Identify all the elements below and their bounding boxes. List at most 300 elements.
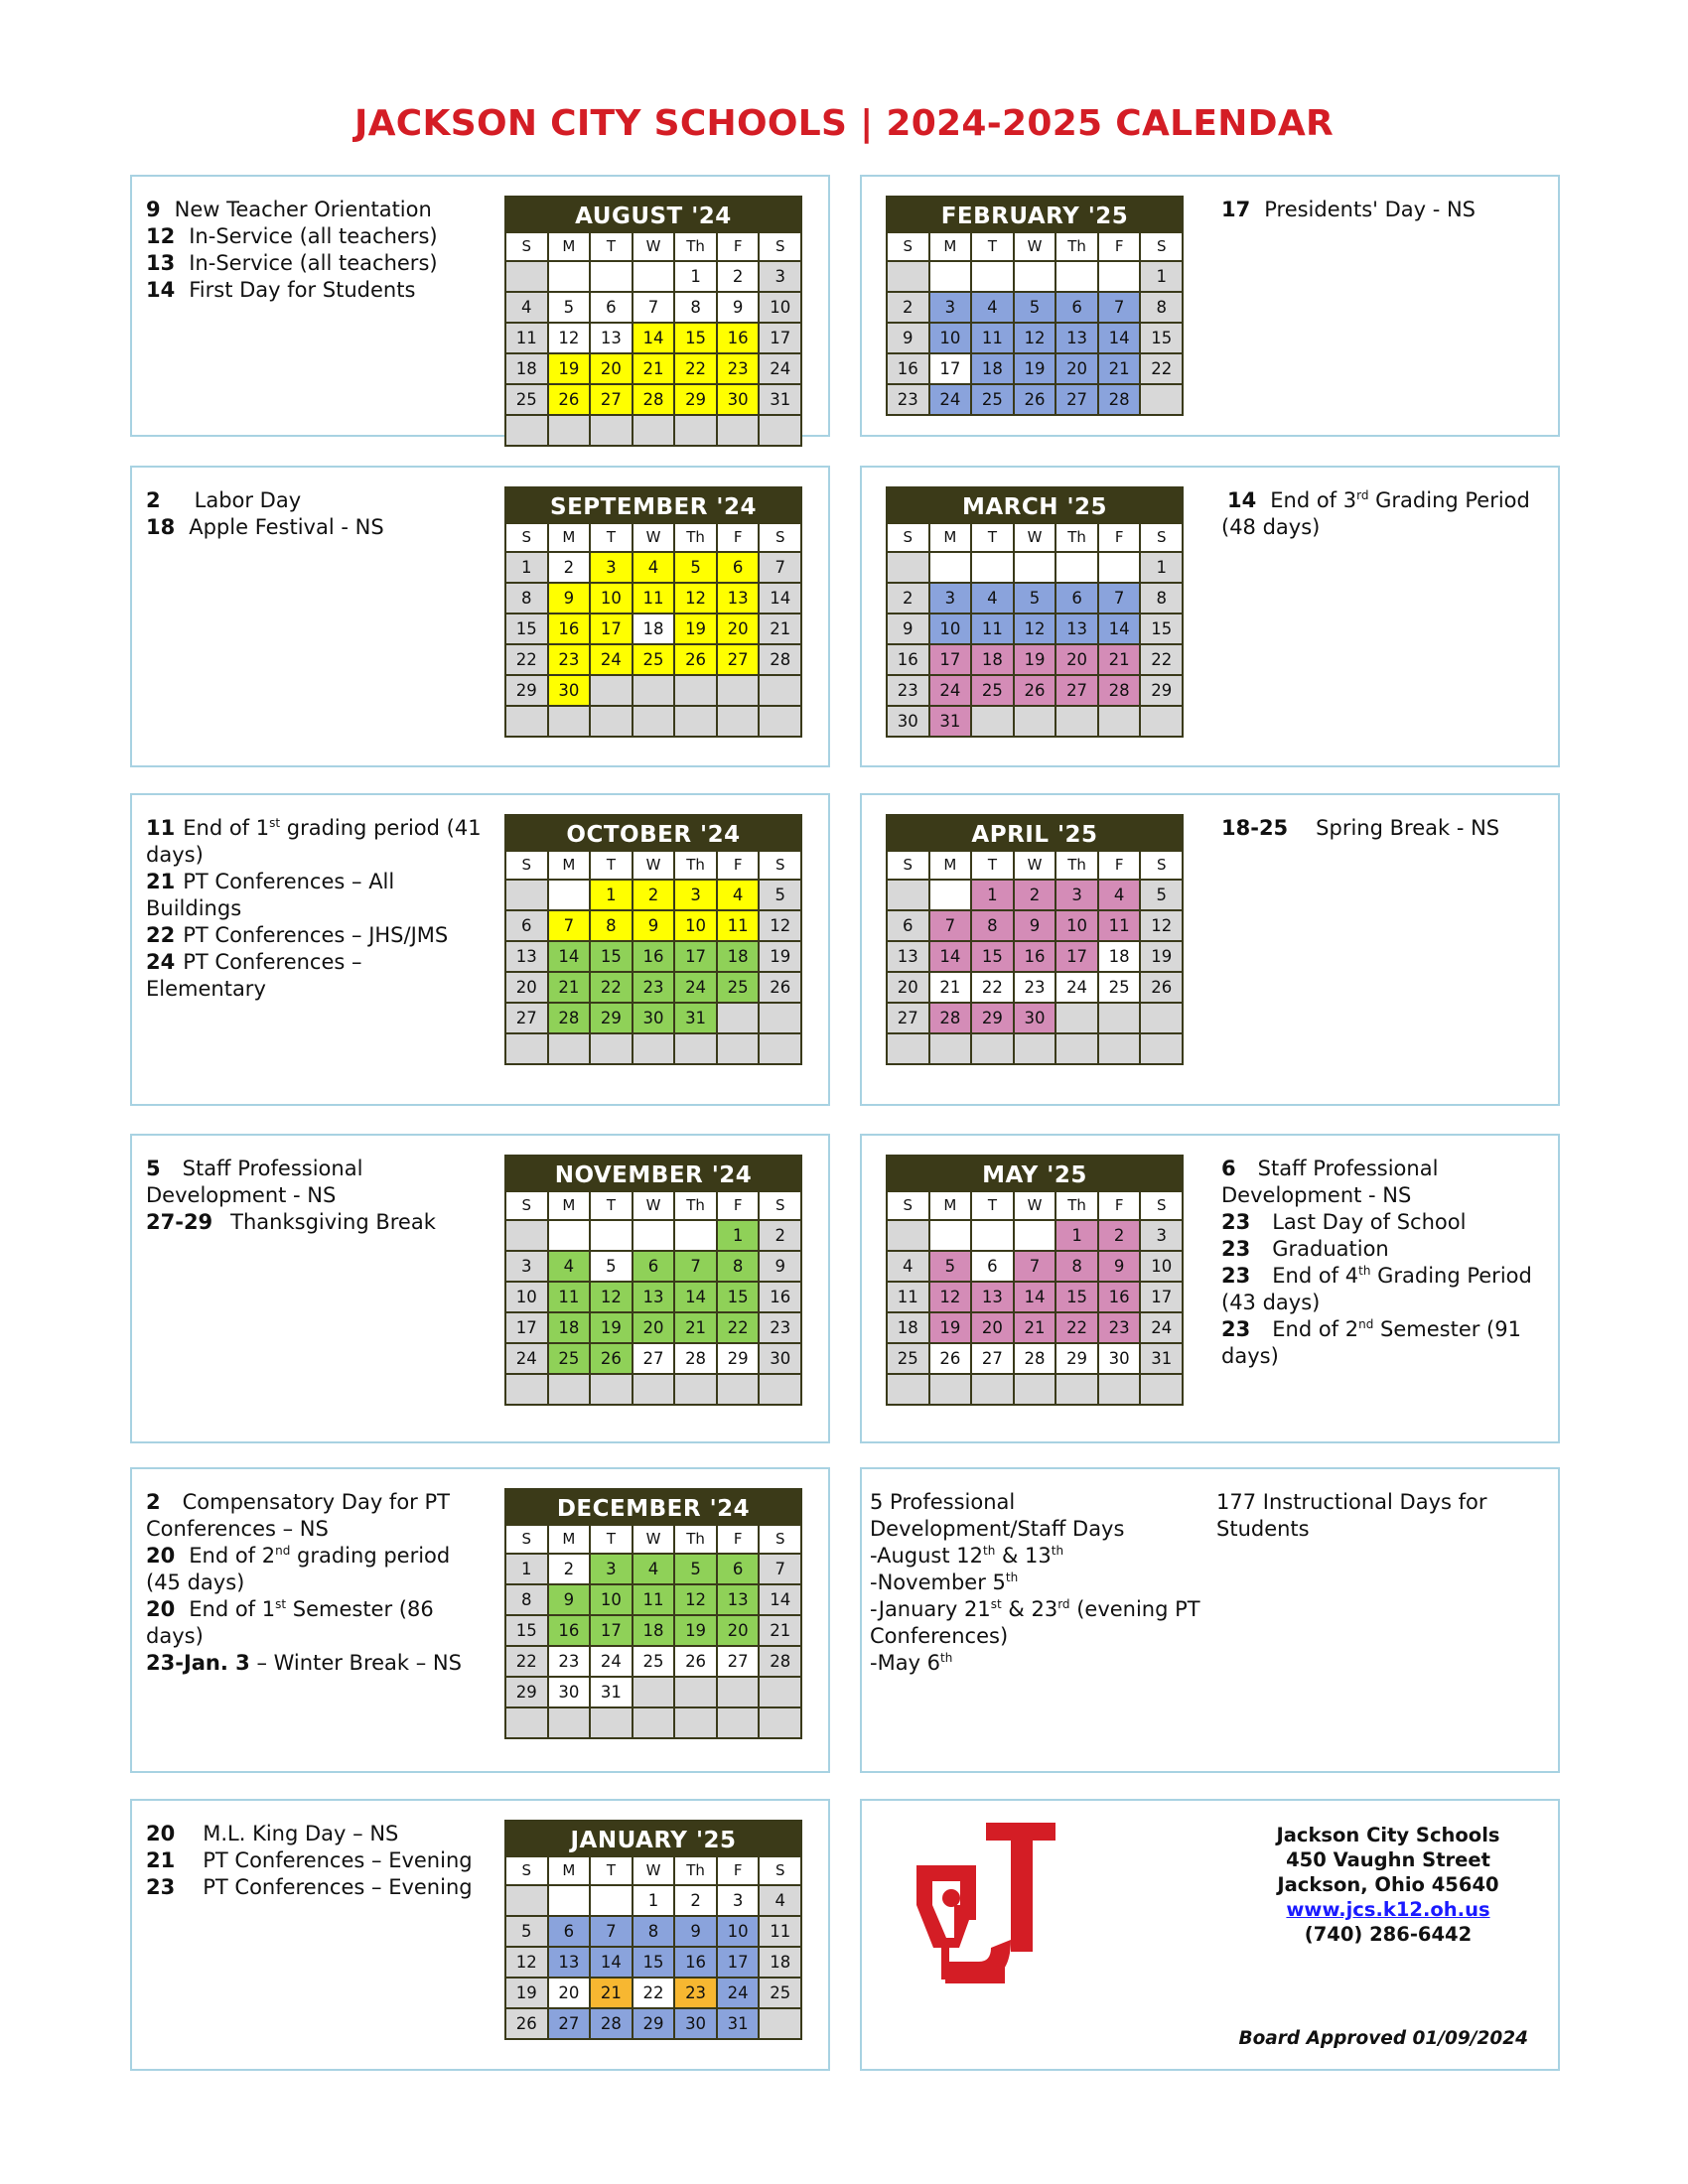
calendar-day: 28	[549, 1004, 590, 1032]
calendar-day: 12	[760, 911, 800, 940]
calendar-day: 15	[1141, 324, 1182, 352]
note-sup: th	[1358, 1264, 1371, 1278]
calendar-day: 31	[591, 1678, 632, 1706]
note-text: grading period (41 days)	[146, 816, 482, 867]
calendar-day: 27	[1056, 676, 1097, 705]
calendar-day: 17	[760, 324, 800, 352]
calendar-day: 4	[633, 1555, 674, 1583]
calendar-day: 19	[930, 1313, 971, 1342]
note-text: Thanksgiving Break	[230, 1210, 436, 1234]
weekday-header: S	[760, 1526, 800, 1553]
calendar-day: 1	[633, 1886, 674, 1915]
weekday-header: S	[506, 1857, 547, 1884]
calendar-empty-cell	[972, 553, 1013, 582]
calendar-february	[886, 196, 1184, 416]
weekday-header: M	[549, 233, 590, 260]
calendar-day: 4	[506, 293, 547, 322]
note-text: Compensatory Day for PT Conferences – NS	[146, 1490, 450, 1541]
board-approved: Board Approved 01/09/2024	[1238, 2028, 1528, 2049]
calendar-day: 7	[1015, 1252, 1055, 1281]
note-sup: nd	[1358, 1317, 1374, 1331]
calendar-day: 21	[760, 614, 800, 643]
calendar-day: 22	[506, 1647, 547, 1676]
note-num: 20	[146, 1822, 176, 1845]
note-line	[146, 1489, 484, 1543]
weekday-header: S	[760, 1857, 800, 1884]
calendar-day: 17	[591, 614, 632, 643]
calendar-empty-cell	[633, 1034, 674, 1063]
note-line	[870, 1543, 1207, 1570]
panel-august	[130, 175, 830, 437]
calendar-day: 13	[633, 1283, 674, 1311]
calendar-day: 11	[972, 614, 1013, 643]
note-text: Presidents' Day - NS	[1264, 198, 1477, 221]
note-sup: th	[983, 1544, 996, 1558]
note-num: 5	[146, 1157, 161, 1180]
calendar-day: 9	[549, 584, 590, 613]
calendar-grid	[506, 1857, 800, 2038]
note-text: End of 4	[1272, 1264, 1359, 1288]
note-num: 11	[146, 816, 176, 840]
calendar-day: 21	[760, 1616, 800, 1645]
calendar-day: 30	[549, 676, 590, 705]
weekday-header: F	[718, 1192, 759, 1219]
calendar-month-title: MARCH '25	[888, 488, 1182, 524]
calendar-day: 23	[675, 1979, 716, 2007]
note-num: 13	[146, 251, 176, 275]
calendar-day: 26	[506, 2009, 547, 2038]
calendar-day: 22	[633, 1979, 674, 2007]
calendar-empty-cell	[591, 1375, 632, 1404]
calendar-grid	[506, 233, 800, 445]
calendar-day: 26	[1015, 385, 1055, 414]
calendar-day: 7	[591, 1917, 632, 1946]
note-text: -May 6	[870, 1651, 941, 1675]
calendar-day: 15	[972, 942, 1013, 971]
note-line	[146, 1650, 484, 1677]
note-sup: rd	[1057, 1597, 1070, 1611]
note-num: 14	[146, 278, 176, 302]
note-text: & 23	[1001, 1597, 1058, 1621]
note-line	[1221, 1209, 1549, 1236]
calendar-empty-cell	[1141, 707, 1182, 736]
note-text: Apple Festival - NS	[189, 515, 384, 539]
weekday-header: W	[1015, 233, 1055, 260]
calendar-empty-cell	[591, 1221, 632, 1250]
calendar-day: 13	[549, 1948, 590, 1977]
note-sup: th	[1051, 1544, 1064, 1558]
note-text: New Teacher Orientation	[174, 198, 432, 221]
calendar-day: 21	[591, 1979, 632, 2007]
weekday-header: T	[591, 852, 632, 879]
calendar-empty-cell	[972, 707, 1013, 736]
jackson-jw-logo	[912, 1821, 1060, 1989]
weekday-header: T	[591, 1526, 632, 1553]
calendar-day: 8	[1056, 1252, 1097, 1281]
calendar-day: 20	[718, 1616, 759, 1645]
calendar-day: 17	[506, 1313, 547, 1342]
calendar-day: 18	[506, 354, 547, 383]
calendar-day: 26	[760, 973, 800, 1002]
note-line	[146, 869, 484, 922]
weekday-header: S	[506, 1526, 547, 1553]
note-sup: st	[275, 1597, 287, 1611]
calendar-day: 15	[675, 324, 716, 352]
weekday-header: Th	[1056, 852, 1097, 879]
calendar-day: 26	[549, 385, 590, 414]
calendar-empty-cell	[675, 676, 716, 705]
calendar-empty-cell	[1056, 1375, 1097, 1404]
calendar-month-title: NOVEMBER '24	[506, 1157, 800, 1192]
calendar-day: 7	[1099, 293, 1140, 322]
calendar-day: 12	[1141, 911, 1182, 940]
calendar-day: 2	[888, 584, 928, 613]
calendar-empty-cell	[760, 1375, 800, 1404]
calendar-day: 23	[1015, 973, 1055, 1002]
note-num: 12	[146, 224, 176, 248]
calendar-day: 11	[718, 911, 759, 940]
calendar-empty-cell	[1099, 1034, 1140, 1063]
calendar-day: 7	[675, 1252, 716, 1281]
calendar-day: 14	[1099, 614, 1140, 643]
calendar-day: 20	[888, 973, 928, 1002]
calendar-day: 23	[718, 354, 759, 383]
note-text: End of 2	[1272, 1317, 1359, 1341]
calendar-day: 17	[591, 1616, 632, 1645]
note-line	[1221, 815, 1549, 842]
calendar-day: 15	[633, 1948, 674, 1977]
note-sup: st	[269, 816, 281, 830]
calendar-day: 29	[972, 1004, 1013, 1032]
note-num: 23-Jan. 3	[146, 1651, 250, 1675]
calendar-day: 2	[1015, 881, 1055, 909]
weekday-header: F	[718, 233, 759, 260]
calendar-day: 29	[633, 2009, 674, 2038]
note-num: 2	[146, 488, 161, 512]
calendar-day: 22	[1141, 354, 1182, 383]
note-line	[1221, 1263, 1549, 1316]
panel-pd-days	[860, 1467, 1560, 1773]
calendar-day: 31	[675, 1004, 716, 1032]
calendar-day: 30	[760, 1344, 800, 1373]
calendar-day: 26	[930, 1344, 971, 1373]
calendar-day: 5	[1015, 584, 1055, 613]
calendar-day: 2	[675, 1886, 716, 1915]
calendar-day: 6	[1056, 293, 1097, 322]
weekday-header: M	[549, 852, 590, 879]
calendar-day: 5	[591, 1252, 632, 1281]
calendar-day: 25	[633, 1647, 674, 1676]
note-line	[146, 949, 484, 1003]
calendar-day: 8	[1141, 293, 1182, 322]
calendar-day: 30	[1099, 1344, 1140, 1373]
calendar-empty-cell	[760, 416, 800, 445]
notes-august	[146, 197, 484, 304]
calendar-day: 11	[888, 1283, 928, 1311]
calendar-day: 31	[760, 385, 800, 414]
calendar-day: 3	[591, 553, 632, 582]
note-text: -January 21	[870, 1597, 991, 1621]
weekday-header: F	[718, 852, 759, 879]
calendar-month-title: APRIL '25	[888, 816, 1182, 852]
calendar-day: 1	[1141, 262, 1182, 291]
calendar-day: 10	[506, 1283, 547, 1311]
calendar-day: 6	[633, 1252, 674, 1281]
calendar-empty-cell	[675, 416, 716, 445]
calendar-day: 26	[1141, 973, 1182, 1002]
calendar-month-title: MAY '25	[888, 1157, 1182, 1192]
calendar-empty-cell	[718, 1678, 759, 1706]
weekday-header: Th	[675, 1526, 716, 1553]
calendar-day: 8	[1141, 584, 1182, 613]
weekday-header: S	[760, 1192, 800, 1219]
note-text: PT Conferences – Evening	[203, 1848, 473, 1872]
weekday-header: T	[591, 524, 632, 551]
calendar-empty-cell	[1141, 385, 1182, 414]
calendar-day: 12	[549, 324, 590, 352]
calendar-day: 28	[591, 2009, 632, 2038]
note-line	[146, 1874, 484, 1901]
note-text: Staff Professional Development - NS	[1221, 1157, 1439, 1207]
note-line	[870, 1650, 1207, 1677]
calendar-november	[504, 1155, 802, 1406]
calendar-empty-cell	[675, 707, 716, 736]
calendar-empty-cell	[506, 1221, 547, 1250]
note-text: First Day for Students	[189, 278, 416, 302]
calendar-day: 28	[760, 1647, 800, 1676]
calendar-day: 24	[930, 676, 971, 705]
calendar-day: 3	[930, 584, 971, 613]
calendar-day: 12	[930, 1283, 971, 1311]
calendar-day: 8	[506, 584, 547, 613]
calendar-day: 28	[1015, 1344, 1055, 1373]
calendar-day: 11	[633, 1585, 674, 1614]
calendar-day: 30	[675, 2009, 716, 2038]
note-num: 24	[146, 950, 176, 974]
calendar-empty-cell	[675, 1708, 716, 1737]
calendar-day: 23	[888, 676, 928, 705]
calendar-day: 8	[591, 911, 632, 940]
calendar-day: 27	[591, 385, 632, 414]
calendar-empty-cell	[718, 1375, 759, 1404]
calendar-empty-cell	[760, 707, 800, 736]
calendar-empty-cell	[1099, 1375, 1140, 1404]
calendar-day: 24	[1141, 1313, 1182, 1342]
calendar-day: 21	[549, 973, 590, 1002]
calendar-day: 12	[591, 1283, 632, 1311]
calendar-day: 10	[760, 293, 800, 322]
calendar-day: 23	[888, 385, 928, 414]
weekday-header: W	[633, 524, 674, 551]
calendar-day: 14	[1015, 1283, 1055, 1311]
note-text: – Winter Break – NS	[249, 1651, 462, 1675]
calendar-day: 12	[1015, 614, 1055, 643]
calendar-empty-cell	[549, 881, 590, 909]
calendar-empty-cell	[718, 416, 759, 445]
note-num: 14	[1227, 488, 1257, 512]
calendar-day: 15	[506, 1616, 547, 1645]
calendar-day: 13	[718, 584, 759, 613]
calendar-day: 19	[675, 1616, 716, 1645]
calendar-day: 14	[591, 1948, 632, 1977]
calendar-day: 9	[549, 1585, 590, 1614]
calendar-grid	[506, 1526, 800, 1737]
calendar-empty-cell	[1099, 707, 1140, 736]
calendar-day: 24	[718, 1979, 759, 2007]
calendar-day: 27	[549, 2009, 590, 2038]
panel-january	[130, 1799, 830, 2071]
calendar-day: 10	[591, 584, 632, 613]
calendar-day: 25	[972, 385, 1013, 414]
calendar-empty-cell	[1056, 707, 1097, 736]
weekday-header: S	[888, 852, 928, 879]
panel-may	[860, 1134, 1560, 1443]
note-text: Grading Period (43 days)	[1221, 1264, 1532, 1314]
calendar-day: 22	[718, 1313, 759, 1342]
calendar-empty-cell	[591, 416, 632, 445]
calendar-day: 2	[633, 881, 674, 909]
calendar-grid	[888, 524, 1182, 736]
calendar-day: 12	[675, 1585, 716, 1614]
calendar-day: 13	[888, 942, 928, 971]
note-text: -November 5	[870, 1570, 1006, 1594]
calendar-day: 6	[591, 293, 632, 322]
contact-website-link[interactable]: www.jcs.k12.oh.us	[1286, 1898, 1490, 1921]
notes-november	[146, 1156, 484, 1236]
weekday-header: F	[718, 1526, 759, 1553]
calendar-day: 16	[760, 1283, 800, 1311]
calendar-empty-cell	[506, 707, 547, 736]
calendar-day: 13	[1056, 324, 1097, 352]
calendar-day: 8	[633, 1917, 674, 1946]
calendar-day: 2	[718, 262, 759, 291]
calendar-day: 19	[760, 942, 800, 971]
calendar-empty-cell	[591, 262, 632, 291]
calendar-day: 4	[972, 584, 1013, 613]
calendar-april	[886, 814, 1184, 1065]
calendar-day: 28	[760, 645, 800, 674]
weekday-header: T	[591, 1192, 632, 1219]
calendar-day: 22	[1056, 1313, 1097, 1342]
calendar-empty-cell	[930, 1375, 971, 1404]
calendar-grid	[506, 852, 800, 1063]
calendar-day: 16	[888, 354, 928, 383]
calendar-day: 20	[718, 614, 759, 643]
calendar-day: 5	[1015, 293, 1055, 322]
calendar-day: 17	[1056, 942, 1097, 971]
weekday-header: F	[1099, 524, 1140, 551]
weekday-header: S	[1141, 233, 1182, 260]
calendar-day: 28	[633, 385, 674, 414]
calendar-day: 3	[506, 1252, 547, 1281]
note-num: 27-29	[146, 1210, 213, 1234]
calendar-day: 3	[1056, 881, 1097, 909]
calendar-day: 17	[718, 1948, 759, 1977]
weekday-header: M	[549, 1192, 590, 1219]
note-num: 23	[1221, 1264, 1251, 1288]
calendar-empty-cell	[1141, 1004, 1182, 1032]
weekday-header: W	[1015, 524, 1055, 551]
calendar-day: 10	[930, 614, 971, 643]
calendar-empty-cell	[888, 1221, 928, 1250]
calendar-empty-cell	[633, 707, 674, 736]
note-text: In-Service (all teachers)	[189, 224, 438, 248]
note-line	[870, 1596, 1207, 1650]
calendar-day: 31	[718, 2009, 759, 2038]
note-text: Staff Professional Development - NS	[146, 1157, 363, 1207]
calendar-day: 14	[1099, 324, 1140, 352]
note-num: 6	[1221, 1157, 1236, 1180]
calendar-day: 5	[930, 1252, 971, 1281]
calendar-empty-cell	[506, 1034, 547, 1063]
calendar-day: 22	[972, 973, 1013, 1002]
weekday-header: S	[888, 1192, 928, 1219]
weekday-header: Th	[675, 524, 716, 551]
weekday-header: M	[549, 524, 590, 551]
weekday-header: S	[1141, 524, 1182, 551]
notes-may	[1221, 1156, 1549, 1370]
calendar-day: 24	[591, 1647, 632, 1676]
calendar-empty-cell	[972, 1221, 1013, 1250]
calendar-day: 19	[506, 1979, 547, 2007]
note-text: & 13	[995, 1544, 1052, 1568]
note-text: (evening PT Conferences)	[870, 1597, 1200, 1648]
calendar-empty-cell	[633, 676, 674, 705]
note-text: End of 1	[189, 1597, 276, 1621]
calendar-day: 18	[972, 354, 1013, 383]
note-sup: th	[1005, 1570, 1019, 1584]
calendar-day: 19	[1015, 645, 1055, 674]
note-text: PT Conferences – JHS/JMS	[183, 923, 449, 947]
calendar-day: 24	[930, 385, 971, 414]
calendar-day: 25	[1099, 973, 1140, 1002]
calendar-empty-cell	[591, 707, 632, 736]
calendar-day: 18	[1099, 942, 1140, 971]
calendar-empty-cell	[675, 1375, 716, 1404]
calendar-day: 7	[1099, 584, 1140, 613]
calendar-august	[504, 196, 802, 447]
calendar-empty-cell	[675, 1678, 716, 1706]
weekday-header: F	[718, 524, 759, 551]
calendar-day: 1	[675, 262, 716, 291]
calendar-day: 25	[506, 385, 547, 414]
calendar-day: 6	[506, 911, 547, 940]
note-text: End of 2	[189, 1544, 276, 1568]
calendar-day: 12	[1015, 324, 1055, 352]
calendar-grid	[888, 852, 1182, 1063]
calendar-day: 2	[549, 1555, 590, 1583]
calendar-day: 1	[506, 1555, 547, 1583]
calendar-day: 5	[506, 1917, 547, 1946]
calendar-empty-cell	[1099, 553, 1140, 582]
calendar-day: 16	[633, 942, 674, 971]
calendar-month-title: JANUARY '25	[506, 1822, 800, 1857]
note-text: M.L. King Day – NS	[203, 1822, 399, 1845]
calendar-empty-cell	[549, 1375, 590, 1404]
calendar-empty-cell	[718, 676, 759, 705]
calendar-empty-cell	[930, 1221, 971, 1250]
note-line	[1221, 487, 1549, 541]
calendar-empty-cell	[506, 1375, 547, 1404]
calendar-day: 13	[506, 942, 547, 971]
weekday-header: F	[1099, 1192, 1140, 1219]
calendar-day: 10	[930, 324, 971, 352]
calendar-day: 26	[591, 1344, 632, 1373]
calendar-day: 24	[760, 354, 800, 383]
weekday-header: W	[1015, 852, 1055, 879]
weekday-header: T	[972, 852, 1013, 879]
calendar-month-title: SEPTEMBER '24	[506, 488, 800, 524]
